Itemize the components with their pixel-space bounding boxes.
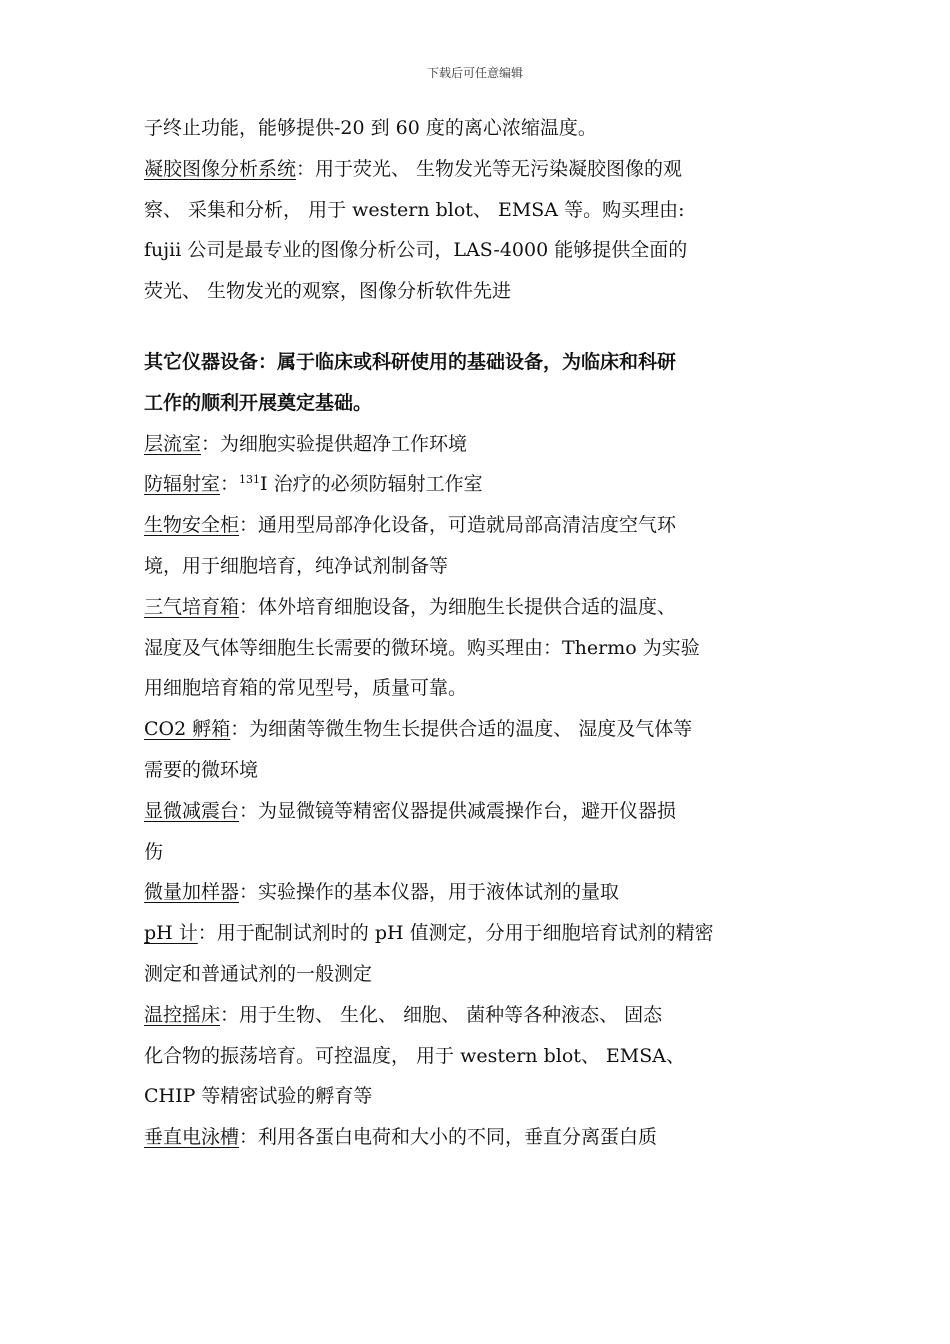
term-micropipette: 微量加样器 [144,881,240,904]
paragraph-line: 湿度及气体等细胞生长需要的微环境。购买理由：Thermo 为实验 [144,636,700,659]
paragraph-gap [144,312,812,342]
paragraph-line [144,587,812,628]
definition-text: ：用于生物、 生化、 细胞、 菌种等各种液态、 固态 [220,1003,663,1026]
paragraph-line [144,424,812,465]
term-co2-incubator: CO2 孵箱 [144,718,231,741]
term-laminar-flow-room: 层流室 [144,432,202,455]
term-tri-gas-incubator: 三气培育箱 [144,595,240,618]
term-biosafety-cabinet: 生物安全柜 [144,514,240,537]
paragraph-line [144,464,812,505]
term-temperature-shaker: 温控摇床 [144,1003,221,1026]
paragraph-line: CHIP 等精密试验的孵育等 [144,1085,373,1108]
separator-text: ： [220,473,240,496]
page-header: 下载后可任意编辑 [426,66,523,80]
paragraph-line: 测定和普通试剂的一般测定 [144,962,373,985]
definition-text: ：利用各蛋白电荷和大小的不同，垂直分离蛋白质 [239,1126,658,1149]
section-heading: 其它仪器设备：属于临床或科研使用的基础设备，为临床和科研 [144,350,677,373]
definition-text: ：通用型局部净化设备，可造就局部高清洁度空气环 [239,514,677,537]
paragraph-line: 伤 [144,840,164,863]
definition-text: I 治疗的必须防辐射工作室 [260,473,483,496]
paragraph-line [144,791,812,832]
paragraph-line [144,709,812,750]
paragraph-line [144,913,812,954]
definition-text: ：为细胞实验提供超净工作环境 [201,432,468,455]
definition-text: ：为显微镜等精密仪器提供减震操作台，避开仪器损 [239,799,677,822]
paragraph-line: 需要的微环境 [144,758,259,781]
paragraph-line: 用细胞培育箱的常见型号，质量可靠。 [144,677,468,700]
paragraph-line [144,995,812,1036]
definition-text: ：实验操作的基本仪器，用于液体试剂的量取 [239,881,620,904]
paragraph-line: 境，用于细胞培育，纯净试剂制备等 [144,554,449,577]
term-ph-meter: pH 计 [144,922,198,945]
definition-text: ：用于配制试剂时的 pH 值测定，分用于细胞培育试剂的精密 [197,922,714,945]
paragraph-line [144,505,812,546]
definition-text: ：为细菌等微生物生长提供合适的温度、 湿度及气体等 [230,718,693,741]
paragraph-line [144,149,812,190]
paragraph-line: 子终止功能，能够提供-20 到 60 度的离心浓缩温度。 [144,117,597,139]
document-body [144,108,812,1158]
term-anti-vibration-table: 显微减震台 [144,799,240,822]
term-gel-imaging-system: 凝胶图像分析系统 [144,157,297,180]
superscript-number: 131 [239,473,261,487]
definition-text: ：体外培育细胞设备，为细胞生长提供合适的温度、 [239,595,677,618]
paragraph-line: 荧光、 生物发光的观察，图像分析软件先进 [144,280,512,303]
term-vertical-electrophoresis-tank: 垂直电泳槽 [144,1126,240,1149]
section-heading: 工作的顺利开展奠定基础。 [144,391,373,414]
paragraph-line [144,1117,812,1158]
term-radiation-shield-room: 防辐射室 [144,473,221,496]
paragraph-line: fujii 公司是最专业的图像分析公司，LAS-4000 能够提供全面的 [144,239,688,262]
paragraph-line [144,872,812,913]
paragraph-line: 察、 采集和分析， 用于 western blot、 EMSA 等。购买理由: [144,198,685,221]
definition-text: ：用于荧光、 生物发光等无污染凝胶图像的观 [296,157,683,180]
paragraph-line: 化合物的振荡培育。可控温度， 用于 western blot、 EMSA、 [144,1044,685,1067]
